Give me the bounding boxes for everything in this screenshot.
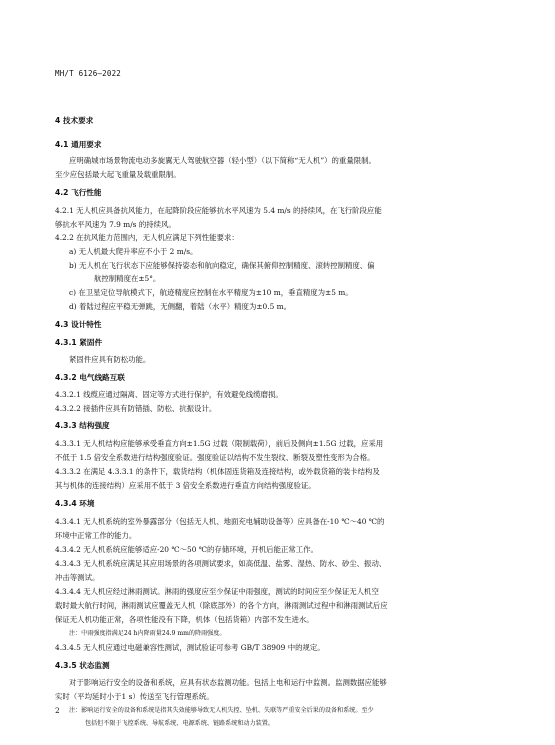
section-heading: 4.3.2 电气线路互联 — [55, 373, 125, 382]
body-text-line: 其与机体的连接结构）应采用不低于 3 倍安全系数进行垂直方向结构强度验证。 — [55, 481, 316, 490]
body-text-line: 至少应包括最大起飞重量及载重限制。 — [55, 170, 181, 179]
section-heading: 4.3.3 结构强度 — [55, 421, 110, 430]
note-line: 包括但不限于飞控系统、导航系统、电源系统、链路系统和动力装置。 — [85, 720, 274, 727]
section-heading: 4 技术要求 — [55, 116, 94, 125]
body-text-line: 4.2.2 在抗风能力范围内，无人机应满足下列性能要求： — [55, 233, 239, 242]
body-text-line: 环境中正常工作的能力。 — [55, 531, 137, 540]
body-text-line: 4.3.4.1 无人机系统的室外暴露部分（包括无人机、地面充电辅助设备等）应具备在-10 ℃～40 ℃的 — [55, 517, 385, 526]
body-text-line: d) 着陆过程应平稳无弹跳，无侧翻，着陆（水平）精度为±0.5 m。 — [69, 302, 292, 311]
body-text-line: 4.3.2.2 接插件应具有防错插、防松、抗振设计。 — [55, 404, 217, 413]
note-line: 注：中雨强度指满足24 h内降雨量24.9 mm的降雨强度。 — [69, 630, 226, 637]
body-text-line: 4.3.2.1 线缆应通过隔离、固定等方式进行保护，有效避免线缆磨损。 — [55, 390, 283, 399]
note-line: 注：影响运行安全的设备和系统是指其失效能够导致无人机失控、坠机、失联等严重安全后果的设备和系统。至少 — [69, 707, 374, 714]
body-text-line: c) 在卫星定位导航模式下，航迹精度应控制在水平精度为±10 m，垂直精度为±5 m。 — [69, 288, 353, 297]
body-text-line: 4.3.3.2 在满足 4.3.3.1 的条件下，载货结构（机体固连货箱及连接结构，或外载货箱的装卡结构及 — [55, 467, 380, 476]
body-text-line: a) 无人机最大爬升率应不小于 2 m/s。 — [69, 247, 198, 256]
body-text-line: 不低于 1.5 倍安全系数进行结构强度验证。强度验证以结构不发生裂纹、断裂及塑性变形为合格。 — [55, 453, 375, 462]
body-text-line: 4.3.4.2 无人机系统应能够适应-20 ℃～50 ℃的存储环境，开机后能正常工作。 — [55, 545, 318, 554]
section-heading: 4.2 飞行性能 — [55, 188, 102, 197]
body-text-line: 够抗水平风速为 7.9 m/s 的持续风。 — [55, 220, 176, 229]
body-text-line: 4.2.1 无人机应具备抗风能力，在起降阶段应能够抗水平风速为 5.4 m/s 的持续风，在飞行阶段应能 — [55, 206, 382, 215]
body-text-line: 4.3.4.4 无人机应经过淋雨测试。淋雨的强度应至少保证中雨强度，测试的时间应至少保证无人机空 — [55, 587, 379, 596]
body-text-line: 实时（平均延时小于1 s）传送至飞行管理系统。 — [55, 692, 214, 701]
body-text-line: 4.3.4.5 无人机应通过电磁兼容性测试，测试验证可参考 GB/T 38909 中的规定。 — [55, 643, 325, 652]
body-text-line: 4.3.3.1 无人机结构应能够承受垂直方向±1.5G 过载（限制载荷），前后及侧向±1.5G 过载，应采用 — [55, 439, 384, 448]
section-heading: 4.3.1 紧固件 — [55, 338, 103, 347]
section-heading: 4.3.5 状态监测 — [55, 661, 110, 670]
body-text-line: 对于影响运行安全的设备和系统，应具有状态监测功能。包括上电和运行中监测。监测数据应能够 — [69, 678, 387, 687]
body-text-line: 航控制精度在±5°。 — [94, 274, 161, 283]
document-header-id: MH/T 6126—2022 — [55, 69, 122, 78]
section-heading: 4.1 通用要求 — [55, 140, 102, 149]
body-text-line: 载时最大航行时间，淋雨测试应覆盖无人机（除底部外）的各个方向，淋雨测试过程中和淋雨测试后应 — [55, 601, 388, 610]
body-text-line: 紧固件应具有防松功能。 — [69, 355, 151, 364]
body-text-line: 应明确城市场景物流电动多旋翼无人驾驶航空器（轻小型）（以下简称“无人机”）的重量限制。 — [69, 156, 376, 165]
body-text-line: 保证无人机功能正常，各项性能没有下降，机体（包括货箱）内部不发生进水。 — [55, 615, 314, 624]
page-number: 2 — [55, 706, 60, 715]
body-text-line: 冲击等测试。 — [55, 573, 100, 582]
section-heading: 4.3 设计特性 — [55, 320, 102, 329]
section-heading: 4.3.4 环境 — [55, 499, 95, 508]
body-text-line: 4.3.4.3 无人机系统应满足其应用场景的各项测试要求，如高低温、盐雾、湿热、防水、砂尘、振动、 — [55, 559, 387, 568]
body-text-line: b) 无人机在飞行状态下应能够保持姿态和航向稳定，确保其俯仰控制精度、滚转控制精度、偏 — [69, 261, 375, 270]
